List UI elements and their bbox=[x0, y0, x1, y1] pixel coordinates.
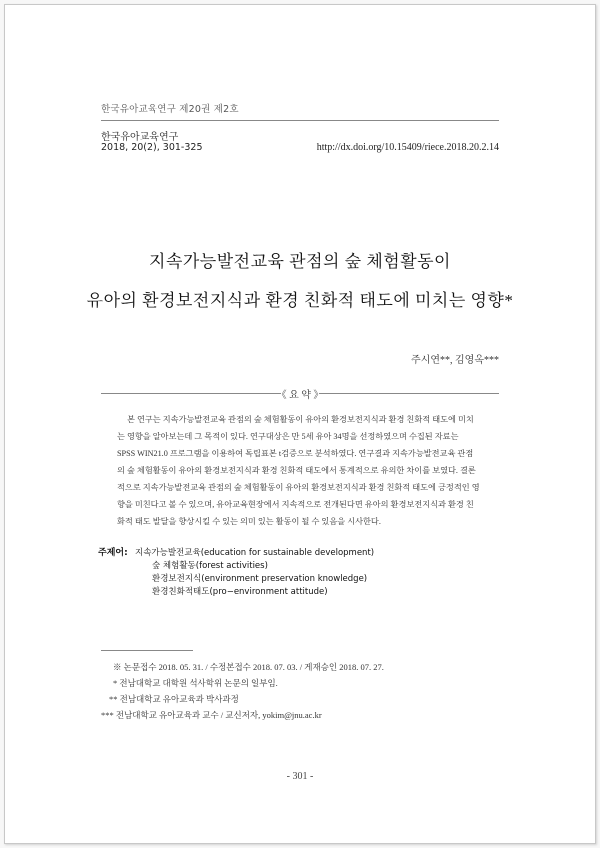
keyword-item: 숲 체험활동(forest activities) bbox=[152, 561, 268, 571]
footnote-author-2: *** 전남대학교 유아교육과 교수 / 교신저자, yokim@jnu.ac.kr bbox=[101, 710, 322, 720]
abstract-line: 본 연구는 지속가능발전교육 관점의 숲 체험활동이 유아의 환경보전지식과 환경 친화적 태도에 미치 bbox=[127, 415, 474, 424]
abstract-body bbox=[117, 411, 485, 530]
footnote-thesis: * 전남대학교 대학원 석사학위 논문의 일부임. bbox=[113, 678, 278, 688]
footnote-author-1: ** 전남대학교 유아교육과 박사과정 bbox=[109, 694, 239, 704]
paper-page bbox=[4, 4, 596, 844]
abstract-line: 화적 태도 발달을 향상시킬 수 있는 의미 있는 활동이 될 수 있음을 시사한다. bbox=[117, 517, 381, 526]
title-line-1: 지속가능발전교육 관점의 숲 체험활동이 bbox=[149, 252, 451, 271]
running-head: 한국유아교육연구 제20권 제2호 bbox=[101, 104, 239, 115]
abstract-rule-right bbox=[319, 393, 499, 394]
abstract-line: 적으로 지속가능발전교육 관점의 숲 체험활동이 유아의 환경보전지식과 환경 친화적 태도에 긍정적인 영 bbox=[117, 483, 480, 492]
authors: 주시연**, 김영옥*** bbox=[411, 355, 499, 366]
footnote-divider bbox=[101, 650, 193, 651]
keywords-label: 주제어: bbox=[98, 548, 128, 558]
header-divider bbox=[101, 120, 499, 121]
page-number: - 301 - bbox=[286, 771, 314, 782]
keyword-item: 지속가능발전교육(education for sustainable development) bbox=[135, 548, 375, 558]
abstract-line: 는 영향을 알아보는데 그 목적이 있다. 연구대상은 만 5세 유아 34명을 선정하였으며 수집된 자료는 bbox=[117, 432, 459, 441]
abstract-line: 의 숲 체험활동이 유아의 환경보전지식과 환경 친화적 태도에서 통계적으로 유의한 차이를 보였다. 결론 bbox=[117, 466, 476, 475]
abstract-heading: 《 요 약 》 bbox=[276, 390, 324, 401]
keyword-item: 환경친화적태도(pro−environment attitude) bbox=[152, 587, 328, 597]
journal-name: 한국유아교육연구 bbox=[101, 132, 179, 143]
abstract-line: 향을 미친다고 볼 수 있으며, 유아교육현장에서 지속적으로 전개된다면 유아의 환경보전지식과 환경 친 bbox=[117, 500, 474, 509]
title-line-2: 유아의 환경보전지식과 환경 친화적 태도에 미치는 영향* bbox=[86, 291, 514, 310]
footnote-received: ※ 논문접수 2018. 05. 31. / 수정본접수 2018. 07. 03. / 게재승인 2018. 07. 27. bbox=[113, 662, 384, 672]
doi-link[interactable]: http://dx.doi.org/10.15409/riece.2018.20.2.14 bbox=[316, 142, 499, 153]
citation-info: 2018, 20(2), 301-325 bbox=[101, 142, 203, 153]
keyword-item: 환경보전지식(environment preservation knowledge) bbox=[152, 574, 368, 584]
abstract-line: SPSS WIN21.0 프로그램을 이용하여 독립표본 t검증으로 분석하였다. 연구결과 지속가능발전교육 관점 bbox=[117, 449, 474, 458]
